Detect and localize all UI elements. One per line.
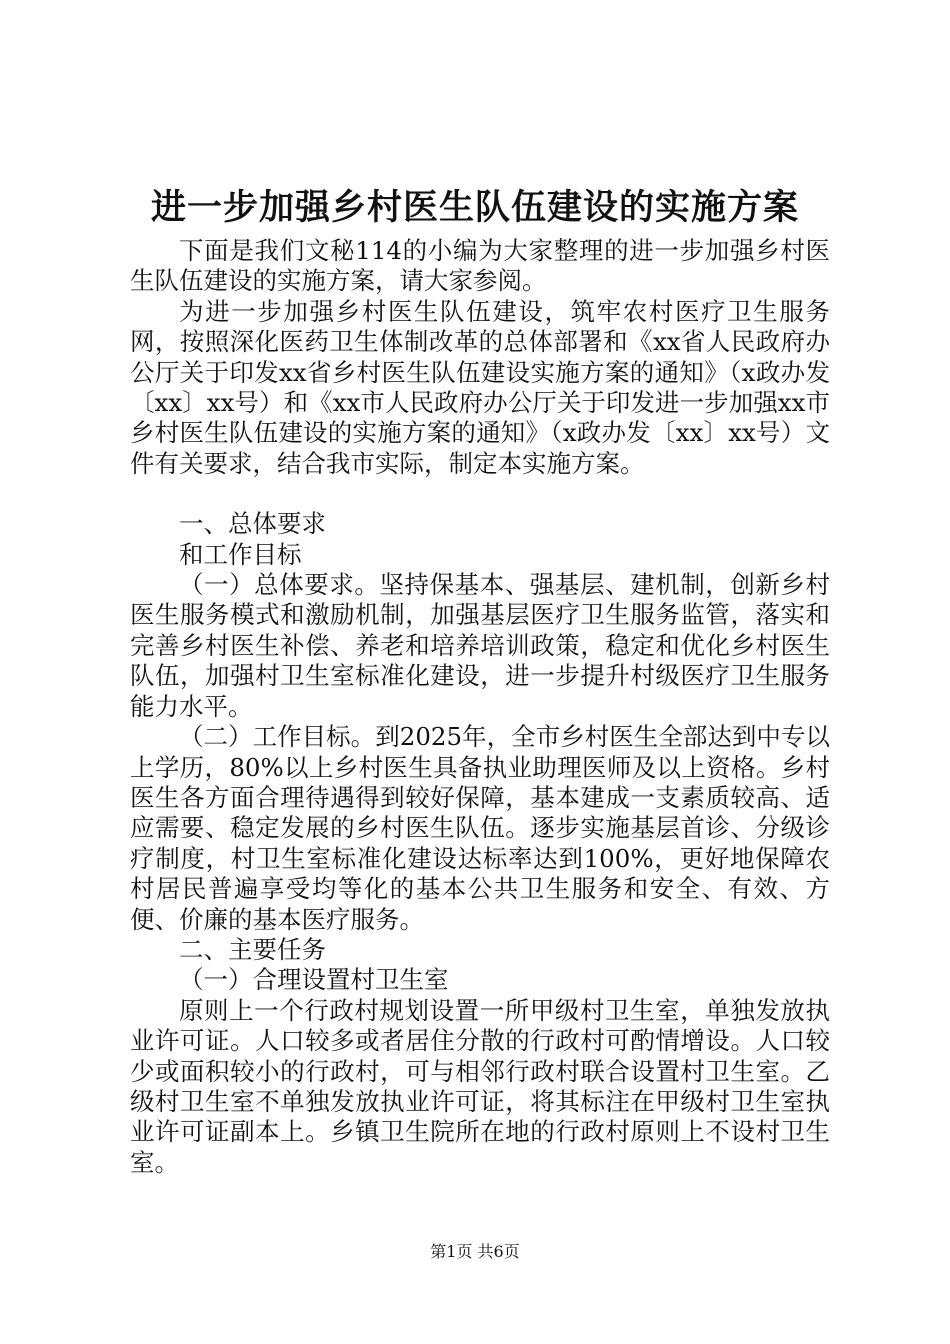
section-heading-main-tasks: 二、主要任务 [179, 934, 326, 964]
document-body [130, 236, 830, 1178]
work-goals-paragraph: （二）工作目标。到2025年，全市乡村医生全部达到中专以上学历，80%以上乡村医生具备执业助理医师及以上资格。乡村医生各方面合理待遇得到较好保障，基本建成一支素质较高、适应需要、稳定发展的乡村医生队伍。逐步实施基层首诊、分级诊疗制度，村卫生室标准化建设达标率达到100%，更好地保障农村居民普遍享受均等化的基本公共卫生服务和安全、有效、方便、价廉的基本医疗服务。 [130, 722, 830, 934]
subsection-heading-clinic-setup: （一）合理设置村卫生室 [179, 965, 449, 995]
purpose-paragraph: 为进一步加强乡村医生队伍建设，筑牢农村医疗卫生服务网，按照深化医药卫生体制改革的总体部署和《xx省人民政府办公厅关于印发xx省乡村医生队伍建设实施方案的通知》（x政办发〔xx〕xx号）和《xx市人民政府办公厅关于印发进一步加强xx市乡村医生队伍建设的实施方案的通知》（x政办发〔xx〕xx号）文件有关要求，结合我市实际，制定本实施方案。 [130, 296, 830, 478]
section-heading-general-requirements: 一、总体要求 [179, 509, 326, 539]
document-title: 进一步加强乡村医生队伍建设的实施方案 [150, 188, 799, 228]
intro-paragraph: 下面是我们文秘114的小编为大家整理的进一步加强乡村医生队伍建设的实施方案，请大家参阅。 [130, 236, 830, 296]
section-heading-continuation: 和工作目标 [179, 539, 302, 569]
clinic-setup-paragraph: 原则上一个行政村规划设置一所甲级村卫生室，单独发放执业许可证。人口较多或者居住分散的行政村可酌情增设。人口较少或面积较小的行政村，可与相邻行政村联合设置村卫生室。乙级村卫生室不单独发放执业许可证，将其标注在甲级村卫生室执业许可证副本上。乡镇卫生院所在地的行政村原则上不设村卫生室。 [130, 995, 830, 1177]
general-requirements-paragraph: （一）总体要求。坚持保基本、强基层、建机制，创新乡村医生服务模式和激励机制，加强基层医疗卫生服务监管，落实和完善乡村医生补偿、养老和培养培训政策，稳定和优化乡村医生队伍，加强村卫生室标准化建设，进一步提升村级医疗卫生服务能力水平。 [130, 570, 830, 721]
page-number-footer: 第1页 共6页 [430, 1242, 520, 1261]
